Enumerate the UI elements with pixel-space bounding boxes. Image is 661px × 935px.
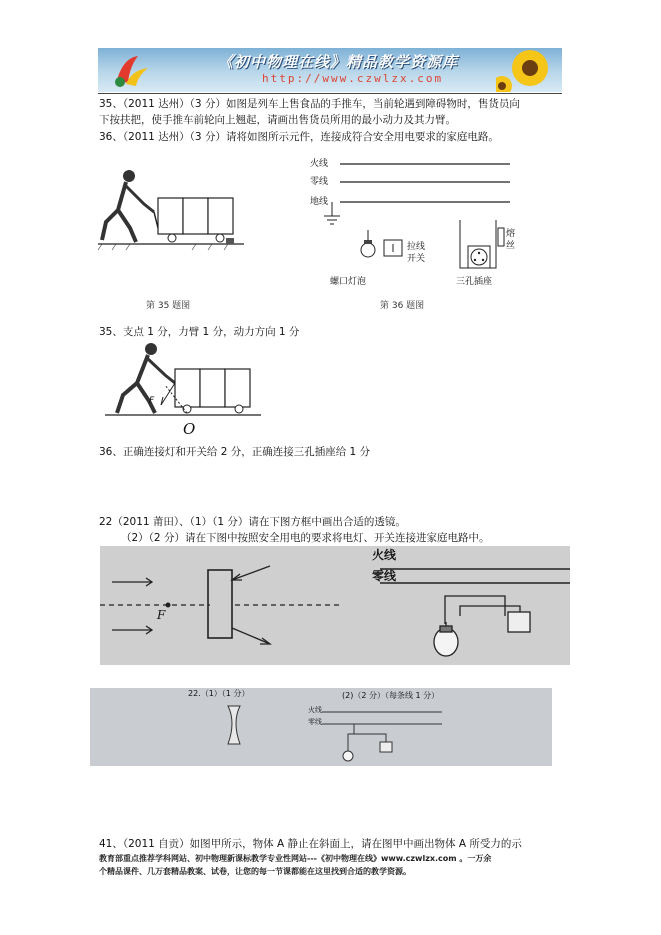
answer22-part2: (2)（2 分）（每条线 1 分） [342,691,440,700]
q22-photo-focus-label: F [157,608,166,622]
q36-label-socket: 三孔插座 [456,277,493,287]
footer-line2: 个精品课件、几万套精品教案、试卷，让您的每一节课都能在这里找到合适的教学资源。 [99,867,411,876]
answer22-fire-label: 火线 [308,706,322,714]
fig35-caption: 第 35 题图 [146,301,191,311]
q36-label-switch: 拉线开关 [407,242,426,264]
q36-text: 36、（2011 达州）（3 分）请将如图所示元件，连接成符合安全用电要求的家庭电路。 [99,131,499,143]
q41-text: 41、（2011 自贡）如图甲所示，物体 A 静止在斜面上，请在图甲中画出物体 A 所受力的示 [99,838,522,850]
q22-line1: 22（2011 莆田）、（1）（1 分）请在下图方框中画出合适的透镜。 [99,516,406,528]
answer36-text: 36、正确连接灯和开关给 2 分，正确连接三孔插座给 1 分 [99,446,371,458]
answer35-text: 35、支点 1 分，力臂 1 分，动力方向 1 分 [99,326,300,338]
q36-label-ground: 地线 [310,197,329,207]
q36-label-fuse: 熔丝 [506,229,516,251]
q22-figure-photo [100,546,570,665]
banner-url[interactable]: http://www.czwlzx.com [262,72,444,85]
q35-text-line2: 下按扶把，使手推车前轮向上翘起，请画出售货员所用的最小动力及其力臂。 [99,114,456,126]
answer22-neutral-label: 零线 [308,718,322,726]
site-logo-icon [108,52,152,88]
answer22-photo [90,688,552,766]
answer22-part1: 22.（1）（1 分） [188,689,250,698]
fig36-circuit-diagram [296,154,526,294]
banner-rule [98,93,562,94]
fig36-caption: 第 36 题图 [380,301,425,311]
site-banner [98,48,562,92]
fig35-cart-diagram [96,168,246,252]
q36-label-fire: 火线 [310,159,329,169]
q22-figure-drawing [100,546,570,665]
q22-photo-neutral-label: 零线 [372,569,397,583]
banner-title: 《初中物理在线》精品教学资源库 [218,53,459,71]
answer35-pivot-label: O [183,420,196,438]
q36-label-bulb: 螺口灯泡 [330,277,367,287]
sunflower-icon [496,48,562,92]
q36-label-neutral: 零线 [310,177,329,187]
footer-line1: 教育部重点推荐学科网站、初中物理新课标教学专业性网站---《初中物理在线》www.czwlzx.com 。一万余 [99,854,492,863]
q22-photo-fire-label: 火线 [372,548,397,562]
answer35-force-label: F [149,396,155,406]
q22-line2: （2）（2 分）请在下图中按照安全用电的要求将电灯、开关连接进家庭电路中。 [121,532,490,544]
q35-text-line1: 35、（2011 达州）（3 分）如图是列车上售食品的手推车，当前轮遇到障碍物时，售货员向 [99,98,520,110]
